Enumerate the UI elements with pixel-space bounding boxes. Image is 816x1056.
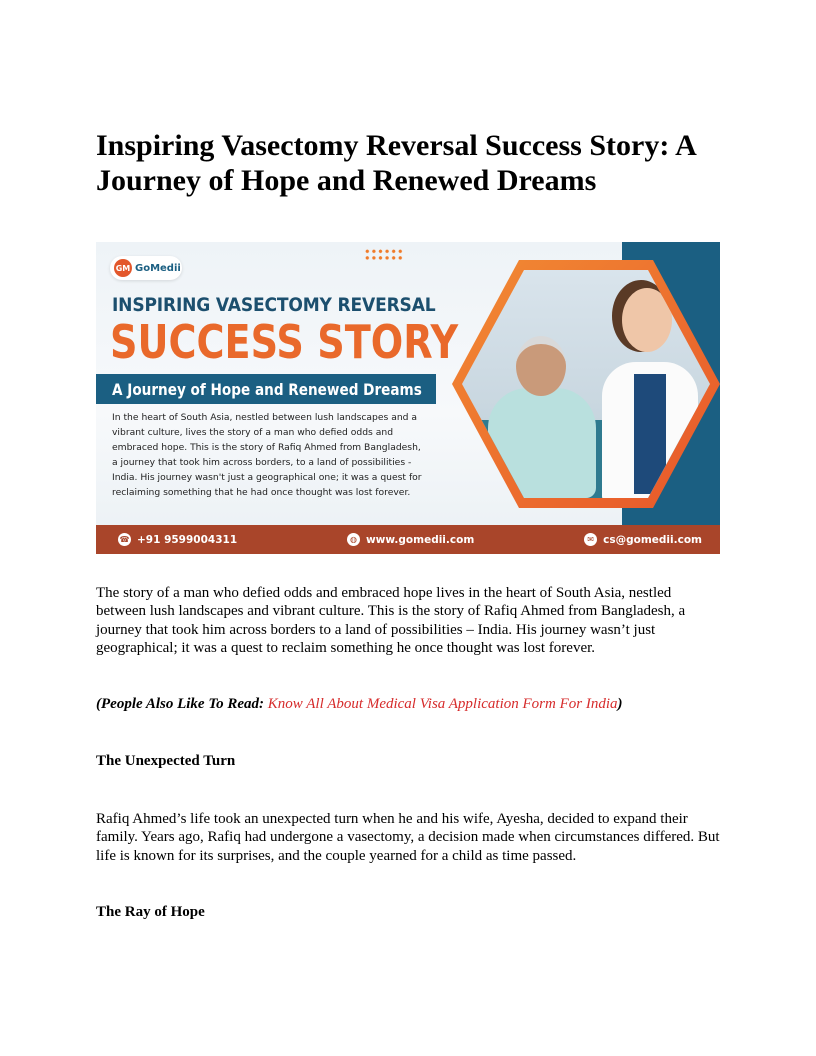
banner-dot-pattern (364, 248, 404, 262)
paragraph-unexpected-turn: Rafiq Ahmed’s life took an unexpected turn when he and his wife, Ayesha, decided to expand their family. Years ago, Rafiq had undergone a vasectomy, a decision made when circumstances differed. But life is known for its surprises, and the couple yearned for a child as time passed. (96, 811, 720, 864)
also-read-prefix: (People Also Like To Read: (96, 696, 268, 712)
logo-mark-icon: GM (114, 259, 132, 277)
heading-unexpected-turn: The Unexpected Turn (96, 753, 236, 769)
contact-phone-text: +91 9599004311 (137, 533, 238, 546)
paragraph-intro: The story of a man who defied odds and embraced hope lives in the heart of South Asia, nestled between lush landscapes and vibrant culture. This is the story of Rafiq Ahmed from Bangladesh, a journey that took him across borders to a land of possibilities – India. His journey wasn’t just geographical; it was a quest to reclaim something he once thought was lost forever. (96, 585, 686, 657)
banner-body-text: In the heart of South Asia, nestled between lush landscapes and a vibrant culture, lives the story of a man who defied odds and embraced hope. This is the story of Rafiq Ahmed from Bangladesh, a journey that took him across borders, to a land of possibilities - India. His journey wasn't just a geographical one; it was a quest for reclaiming something that he had once thought was lost forever. (112, 412, 422, 498)
also-read-note (96, 696, 623, 713)
banner-subtitle-bar (96, 374, 436, 404)
contact-website (347, 533, 474, 546)
patient-head (516, 336, 566, 396)
heading-ray-of-hope: The Ray of Hope (96, 904, 205, 920)
banner-title-line2: SUCCESS STORY (110, 315, 459, 369)
contact-website-text: www.gomedii.com (365, 533, 475, 546)
also-read-suffix: ) (617, 696, 623, 712)
banner-contact-bar (96, 525, 720, 554)
medical-visa-link[interactable]: Know All About Medical Visa Application Form For India (267, 696, 618, 712)
gomedii-logo (110, 256, 182, 280)
patient-figure (488, 388, 596, 498)
mail-icon: ✉ (584, 533, 597, 546)
banner-title-line1: INSPIRING VASECTOMY REVERSAL (112, 294, 436, 316)
article-banner-image (96, 242, 720, 554)
document-title: Inspiring Vasectomy Reversal Success Story: A Journey of Hope and Renewed Dreams (96, 129, 696, 197)
contact-email-text: cs@gomedii.com (603, 533, 702, 546)
contact-email (584, 533, 702, 546)
globe-icon: ◍ (347, 533, 360, 546)
logo-text: GoMedii (135, 262, 181, 274)
phone-icon: ☎ (119, 535, 130, 544)
banner-subtitle: A Journey of Hope and Renewed Dreams (112, 379, 422, 399)
contact-phone (118, 533, 237, 546)
